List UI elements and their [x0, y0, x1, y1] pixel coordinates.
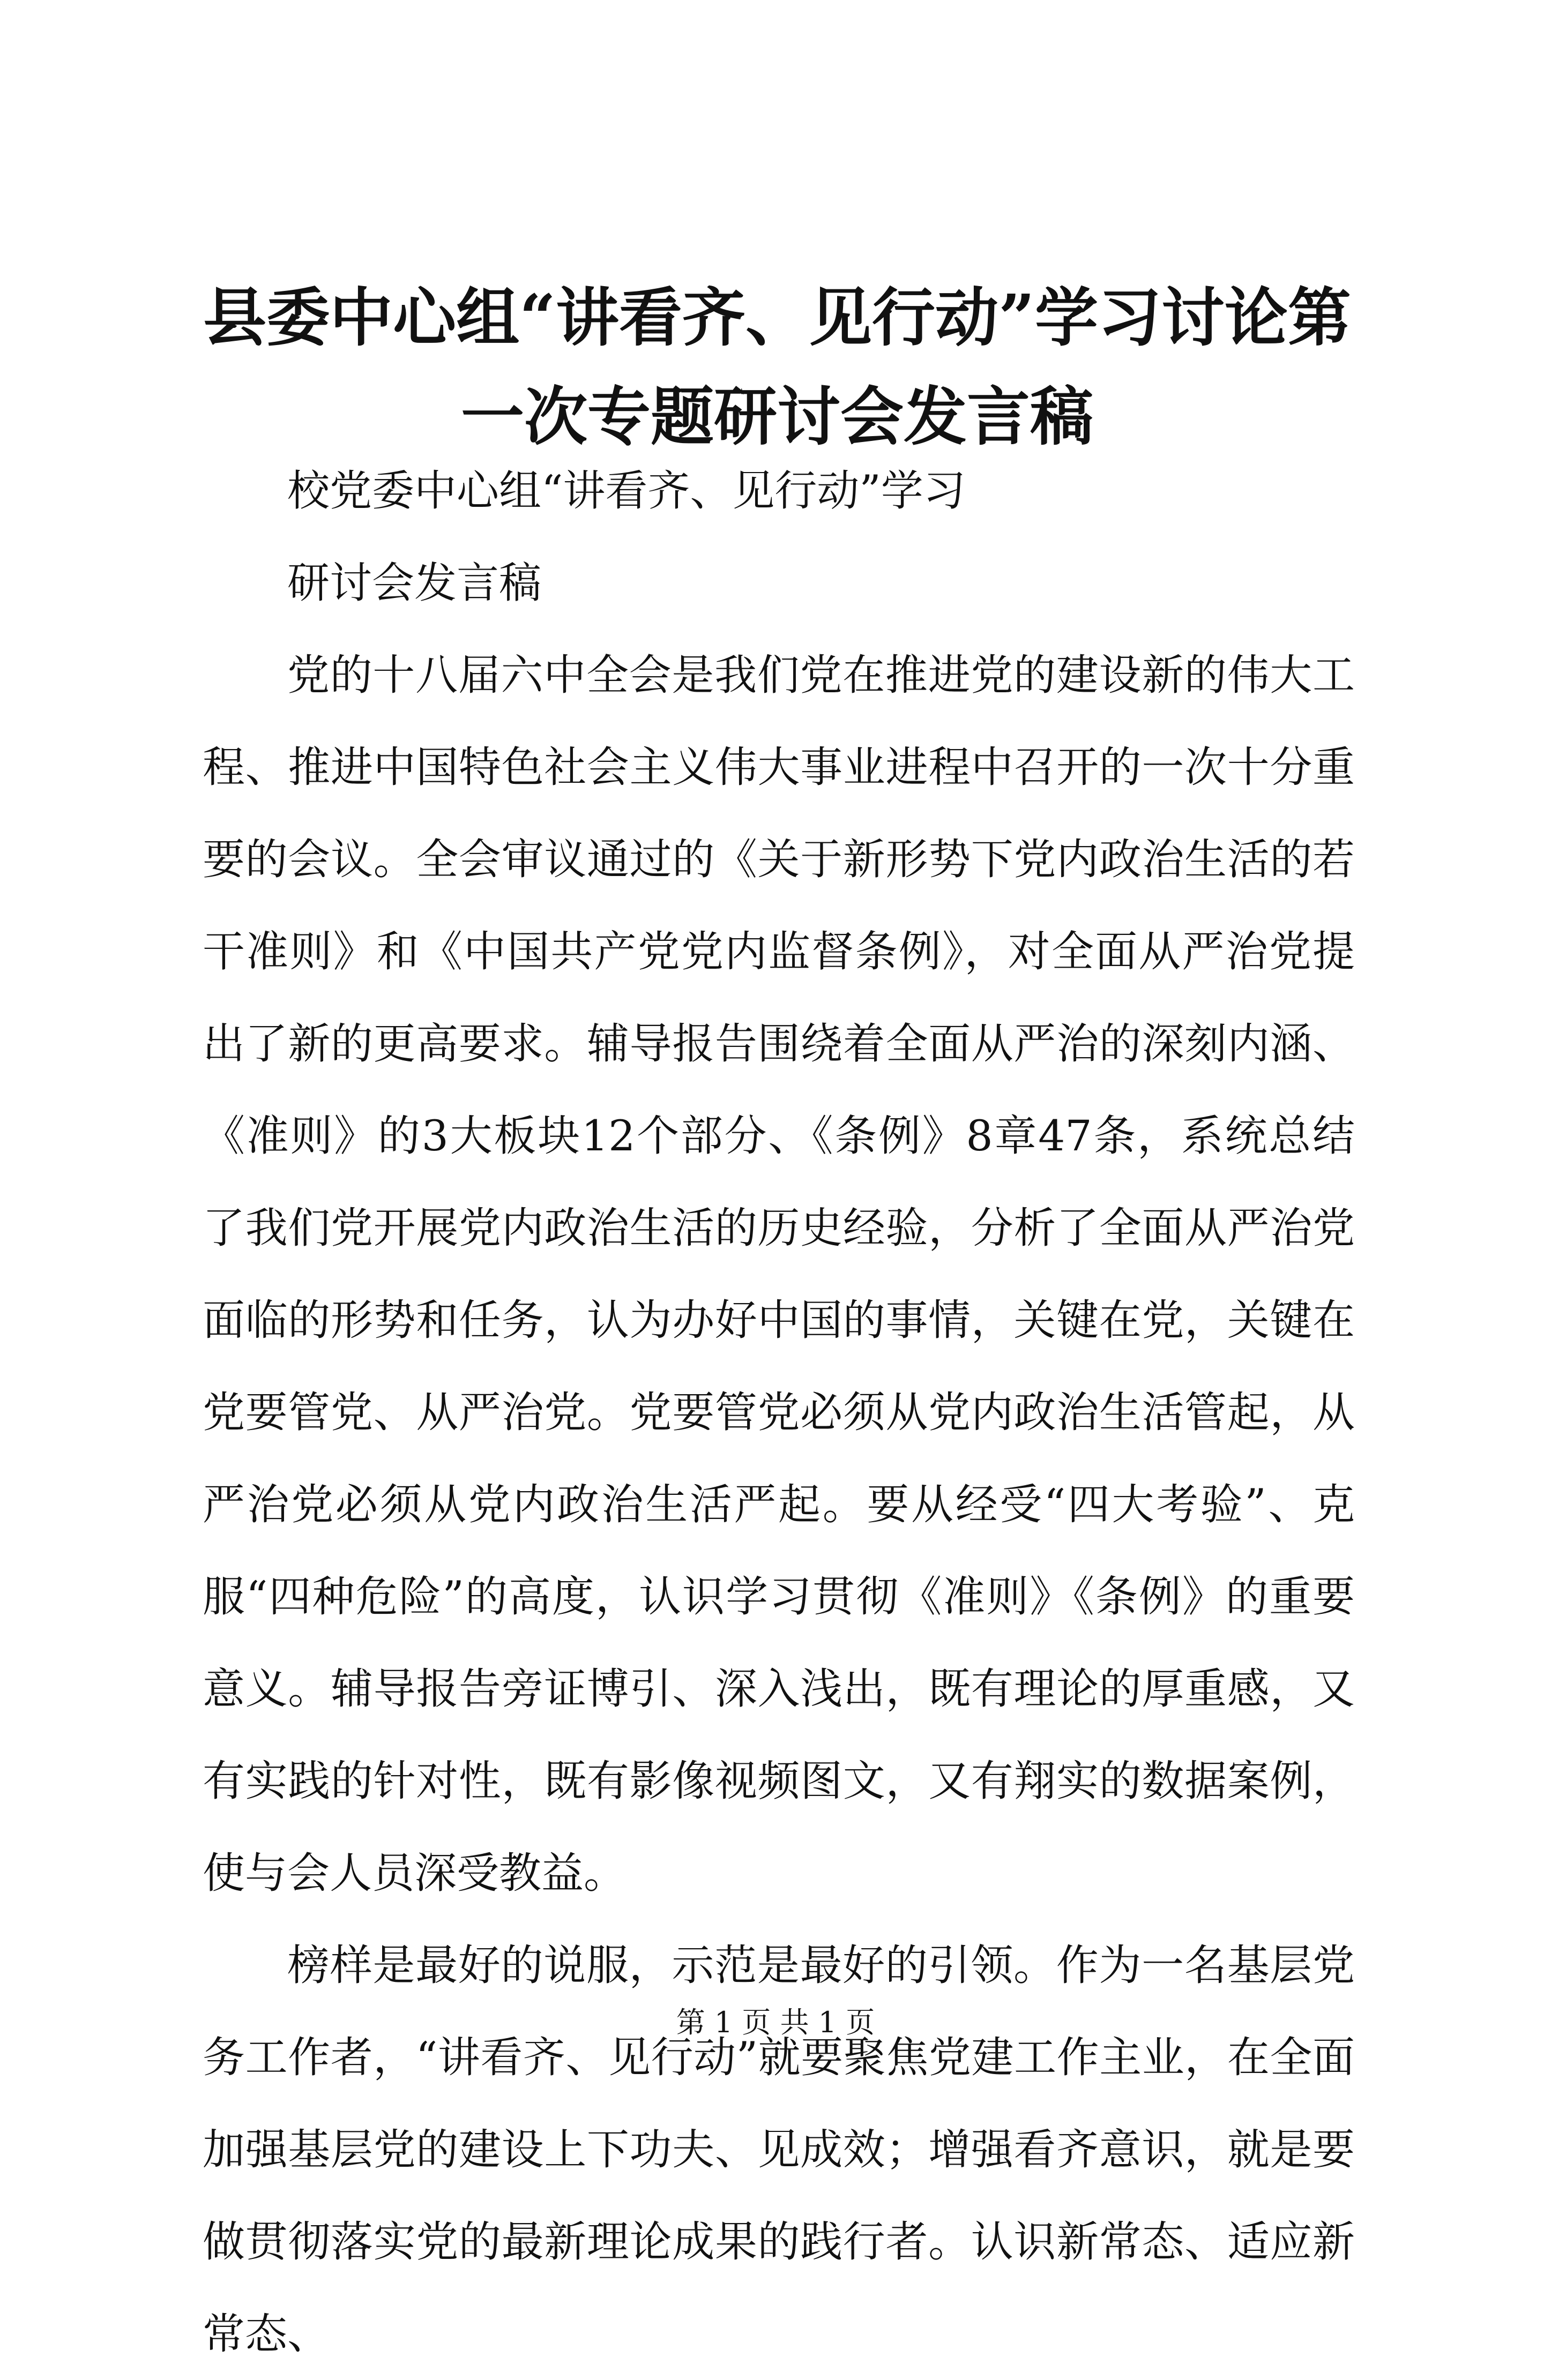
page-number-footer: 第 1 页 共 1 页	[676, 2005, 875, 2039]
document-body	[203, 445, 1355, 2380]
subtitle-line-2: 研讨会发言稿	[287, 558, 541, 608]
paragraph-2: 榜样是最好的说服，示范是最好的引领。作为一名基层党务工作者，“讲看齐、见行动”就要聚焦党建工作主业，在全面加强基层党的建设上下功夫、见成效；增强看齐意识，就是要做贯彻落实党的最新理论成果的践行者。认识新常态、适应新常态、	[203, 1941, 1355, 2359]
paragraph-1: 党的十八届六中全会是我们党在推进党的建设新的伟大工程、推进中国特色社会主义伟大事业进程中召开的一次十分重要的会议。全会审议通过的《关于新形势下党内政治生活的若干准则》和《中国共产党党内监督条例》，对全面从严治党提出了新的更高要求。辅导报告围绕着全面从严治的深刻内涵、《准则》的3大板块12个部分、《条例》8章47条，系统总结了我们党开展党内政治生活的历史经验，分析了全面从严治党面临的形势和任务，认为办好中国的事情，关键在党，关键在党要管党、从严治党。党要管党必须从党内政治生活管起，从严治党必须从党内政治生活严起。要从经受“四大考验”、克服“四种危险”的高度，认识学习贯彻《准则》《条例》的重要意义。辅导报告旁证博引、深入浅出，既有理论的厚重感，又有实践的针对性，既有影像视频图文，又有翔实的数据案例，使与会人员深受教益。	[203, 650, 1355, 1898]
subtitle-line-1: 校党委中心组“讲看齐、见行动”学习	[287, 466, 966, 515]
document-title: 县委中心组“讲看齐、见行动”学习讨论第一次专题研讨会发言稿	[203, 280, 1351, 454]
